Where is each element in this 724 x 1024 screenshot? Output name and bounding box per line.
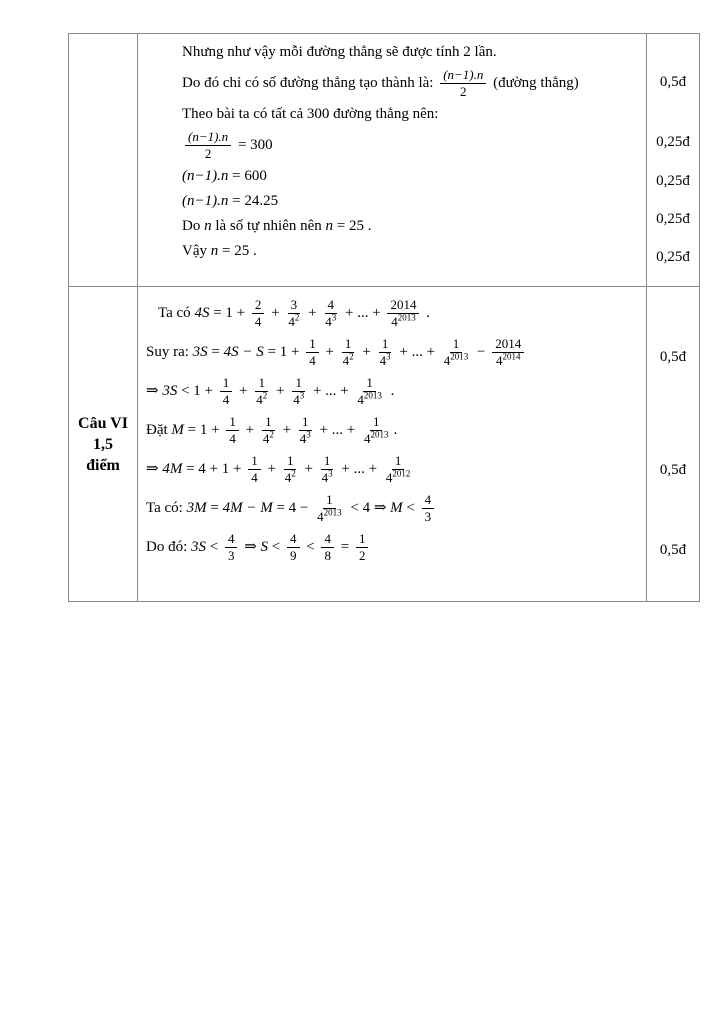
- fraction-denominator: [283, 470, 298, 487]
- solution-line: [146, 334, 642, 370]
- fraction: [287, 531, 300, 565]
- text-run: Nhưng như vậy mỗi đường thẳng sẽ được tính 2 lần.: [182, 44, 497, 60]
- power-exponent: 3: [331, 312, 337, 323]
- math-variable-run: (n−1).n: [182, 193, 229, 209]
- power-base: 4: [321, 470, 329, 486]
- solution-line: [182, 127, 642, 163]
- text-run: 1: [381, 335, 389, 351]
- text-run: <: [206, 539, 222, 555]
- fraction: [341, 336, 356, 370]
- text-run: 4: [254, 314, 262, 330]
- power-expression: [380, 353, 391, 368]
- solution-line: [146, 295, 642, 331]
- text-run: +: [241, 422, 258, 438]
- fraction-numerator: [342, 336, 355, 353]
- text-run: .: [393, 422, 398, 438]
- fraction-denominator: [261, 431, 276, 448]
- power-expression: [288, 314, 299, 329]
- fraction-denominator: [320, 470, 335, 487]
- solution-line: [182, 214, 642, 238]
- text-run: <: [402, 500, 419, 516]
- text-run: Ta có:: [146, 500, 187, 516]
- solution-line: [146, 529, 642, 565]
- fraction-denominator: [254, 392, 269, 409]
- fraction-numerator: [422, 492, 435, 509]
- points-value: 0,5đ: [659, 462, 687, 478]
- text-run: Đặt: [146, 422, 172, 438]
- power-exponent: 2013: [370, 429, 389, 440]
- fraction-numerator: [248, 453, 261, 470]
- power-expression: [391, 314, 416, 329]
- math-variable-run: n: [325, 218, 334, 234]
- fraction-numerator: [299, 414, 312, 431]
- text-run: 2: [204, 146, 212, 162]
- text-run: +: [321, 344, 338, 360]
- fraction-numerator: [287, 531, 300, 548]
- text-run: 1: [366, 374, 373, 390]
- text-run: .: [422, 305, 430, 321]
- text-run: 2: [254, 296, 262, 312]
- fraction-numerator: [292, 375, 305, 392]
- text-run: Do đó chỉ có số đường thẳng tạo thành là:: [182, 75, 438, 91]
- points-value: 0,25đ: [656, 249, 690, 265]
- text-run: = 25 .: [333, 218, 372, 234]
- fraction-denominator: [203, 146, 214, 162]
- fraction: [185, 129, 231, 163]
- text-run: 4: [324, 530, 331, 546]
- power-expression: [343, 353, 354, 368]
- points-value: 0,5đ: [659, 542, 687, 558]
- fraction: [362, 414, 391, 448]
- power-expression: [263, 431, 274, 446]
- solution-line: [182, 189, 642, 213]
- solution-line: [182, 102, 642, 126]
- math-variable-run: n: [210, 243, 219, 259]
- power-base: 4: [299, 431, 307, 447]
- text-run: = 4 −: [272, 500, 313, 516]
- fraction: [315, 492, 344, 526]
- power-expression: [322, 470, 333, 485]
- math-variable-run: (n−1).n: [443, 66, 484, 82]
- text-run: = 600: [228, 168, 267, 184]
- solution-line: [146, 490, 642, 526]
- text-run: = 1 +: [209, 305, 249, 321]
- power-base: 4: [342, 353, 350, 369]
- text-run: 1: [358, 530, 366, 546]
- text-run: 2014: [495, 335, 522, 351]
- fraction-numerator: [255, 375, 268, 392]
- fraction-numerator: [225, 531, 238, 548]
- text-run: 4: [251, 470, 258, 486]
- power-expression: [317, 509, 342, 524]
- text-run: 9: [290, 548, 297, 564]
- power-base: 4: [363, 431, 371, 447]
- power-exponent: 3: [299, 390, 305, 401]
- text-run: 1: [251, 452, 258, 468]
- fraction: [306, 336, 319, 370]
- math-variable-run: 3M: [186, 500, 207, 516]
- text-run: = 1 +: [263, 344, 304, 360]
- fraction: [356, 531, 369, 565]
- question-points-unit: điểm: [86, 456, 120, 474]
- text-run: 4: [229, 431, 236, 447]
- math-variable-run: M: [171, 422, 184, 438]
- points-value: 0,5đ: [659, 74, 687, 90]
- power-base: 4: [357, 392, 364, 408]
- power-expression: [256, 392, 267, 407]
- power-exponent: 2: [269, 429, 274, 440]
- fraction: [355, 375, 384, 409]
- fraction-denominator: [288, 548, 299, 564]
- fraction-numerator: [185, 129, 231, 146]
- text-run: + ... +: [337, 461, 381, 477]
- text-run: là số tự nhiên nên: [211, 218, 326, 234]
- points-value: 0,5đ: [659, 349, 687, 365]
- text-run: Ta có: [158, 305, 195, 321]
- math-variable-run: 4M: [162, 461, 183, 477]
- fraction-denominator: [458, 84, 469, 100]
- power-expression: [293, 392, 304, 407]
- fraction-numerator: [323, 492, 336, 509]
- text-run: Do đó:: [146, 539, 191, 555]
- text-run: = 300: [234, 137, 273, 153]
- text-run: 2014: [390, 296, 417, 312]
- fraction-numerator: [220, 375, 233, 392]
- question-label-cell: [69, 287, 138, 601]
- math-variable-run: 3S: [191, 539, 206, 555]
- fraction: [320, 453, 335, 487]
- fraction-numerator: [440, 67, 486, 84]
- power-expression: [285, 470, 296, 485]
- text-run: 1: [372, 413, 380, 429]
- math-variable-run: 4S: [194, 305, 210, 321]
- fraction: [225, 531, 238, 565]
- power-base: 4: [262, 431, 270, 447]
- fraction: [492, 336, 524, 370]
- power-exponent: 2013: [397, 312, 416, 323]
- power-exponent: 2012: [392, 468, 411, 479]
- grading-rubric-table: [68, 33, 700, 602]
- text-run: ⇒: [240, 539, 261, 555]
- math-variable-run: 3S: [162, 383, 178, 399]
- text-run: +: [358, 344, 375, 360]
- question-points-total: 1,5: [92, 435, 113, 453]
- text-run: +: [263, 461, 280, 477]
- question-label: [78, 413, 128, 476]
- fraction-denominator: [355, 392, 384, 409]
- solution-line: [182, 239, 642, 263]
- text-run: <: [302, 539, 319, 555]
- fraction-denominator: [322, 548, 333, 564]
- power-expression: [325, 314, 336, 329]
- text-run: +: [235, 383, 252, 399]
- text-run: 8: [324, 548, 331, 564]
- solution-line: [182, 40, 642, 64]
- solution-line: [146, 451, 642, 487]
- fraction: [298, 414, 313, 448]
- power-base: 4: [317, 509, 324, 525]
- fraction-numerator: [363, 375, 376, 392]
- fraction: [261, 414, 276, 448]
- fraction-numerator: [450, 336, 463, 353]
- text-run: 4: [290, 530, 297, 546]
- text-run: + ... +: [315, 422, 359, 438]
- fraction-numerator: [392, 453, 405, 470]
- power-base: 4: [288, 314, 295, 330]
- fraction: [378, 336, 393, 370]
- text-run: =: [336, 539, 353, 555]
- text-run: 1: [286, 452, 294, 468]
- power-base: 4: [284, 470, 292, 486]
- text-run: .: [386, 383, 395, 399]
- fraction-numerator: [262, 414, 275, 431]
- fraction-denominator: [442, 353, 471, 370]
- text-run: = 25 .: [218, 243, 257, 259]
- math-variable-run: n: [204, 218, 212, 234]
- fraction-numerator: [325, 297, 338, 314]
- fraction: [248, 453, 261, 487]
- fraction-denominator: [298, 431, 313, 448]
- fraction: [422, 492, 435, 526]
- fraction-denominator: [494, 353, 523, 370]
- power-expression: [386, 470, 411, 485]
- fraction: [321, 531, 334, 565]
- fraction: [283, 453, 298, 487]
- text-run: 1: [452, 335, 460, 351]
- power-exponent: 2: [291, 468, 296, 479]
- text-run: < 4 ⇒: [346, 500, 391, 516]
- fraction-denominator: [221, 392, 232, 408]
- fraction: [291, 375, 306, 409]
- power-expression: [357, 392, 382, 407]
- fraction-denominator: [341, 353, 356, 370]
- text-run: = 4 + 1 +: [182, 461, 246, 477]
- power-base: 4: [443, 353, 451, 369]
- power-base: 4: [391, 314, 398, 330]
- power-exponent: 2: [262, 390, 268, 401]
- points-value: 0,25đ: [656, 173, 690, 189]
- fraction: [442, 336, 471, 370]
- text-run: 1: [326, 491, 333, 507]
- fraction: [440, 67, 486, 101]
- fraction-denominator: [291, 392, 306, 409]
- fraction-denominator: [307, 353, 318, 369]
- math-variable-run: 3S: [192, 344, 208, 360]
- points-column-cell: [647, 34, 699, 286]
- power-expression: [496, 353, 521, 368]
- math-variable-run: 4M − M: [222, 500, 273, 516]
- text-run: ⇒: [146, 461, 163, 477]
- power-expression: [444, 353, 469, 368]
- power-base: 4: [385, 470, 393, 486]
- text-run: Vậy: [182, 243, 211, 259]
- fraction-numerator: [284, 453, 297, 470]
- fraction-numerator: [288, 297, 301, 314]
- text-run: 1: [394, 452, 402, 468]
- text-run: 1: [309, 335, 316, 351]
- fraction-numerator: [252, 297, 265, 314]
- fraction-denominator: [286, 314, 301, 331]
- power-exponent: 2013: [323, 507, 342, 518]
- text-run: +: [304, 305, 321, 321]
- text-run: 4: [227, 530, 235, 546]
- fraction-denominator: [315, 509, 344, 526]
- fraction: [226, 414, 239, 448]
- text-run: +: [300, 461, 317, 477]
- fraction-numerator: [321, 531, 334, 548]
- text-run: ⇒: [146, 383, 163, 399]
- power-exponent: 3: [386, 351, 391, 362]
- text-run: 1: [258, 374, 265, 390]
- power-exponent: 3: [306, 429, 311, 440]
- fraction-denominator: [357, 548, 368, 564]
- fraction-numerator: [226, 414, 239, 431]
- math-variable-run: M: [390, 500, 403, 516]
- fraction-numerator: [492, 336, 524, 353]
- text-run: 2: [460, 84, 467, 100]
- power-base: 4: [496, 353, 503, 369]
- fraction-numerator: [306, 336, 319, 353]
- text-run: +: [272, 383, 289, 399]
- fraction-numerator: [321, 453, 334, 470]
- text-run: +: [267, 305, 284, 321]
- fraction-numerator: [387, 297, 419, 314]
- power-exponent: 2: [294, 312, 300, 323]
- fraction: [220, 375, 233, 409]
- text-run: −: [473, 344, 490, 360]
- power-base: 4: [293, 392, 300, 408]
- solution-line: [182, 164, 642, 188]
- points-value: 0,25đ: [656, 211, 690, 227]
- fraction-denominator: [323, 314, 338, 331]
- text-run: 1: [295, 374, 302, 390]
- text-run: 1: [302, 413, 309, 429]
- text-run: = 24.25: [228, 193, 279, 209]
- solution-line: [146, 373, 642, 409]
- fraction: [252, 297, 265, 331]
- text-run: 2: [358, 548, 366, 564]
- text-run: + ... +: [341, 305, 385, 321]
- text-run: < 1 +: [177, 383, 217, 399]
- text-run: = 1 +: [183, 422, 224, 438]
- question-label-cell: [69, 34, 138, 286]
- text-run: 1: [229, 413, 236, 429]
- text-run: =: [206, 500, 223, 516]
- fraction-numerator: [370, 414, 383, 431]
- text-run: Do: [182, 218, 205, 234]
- text-run: +: [278, 422, 295, 438]
- text-run: 4: [327, 296, 335, 312]
- fraction-denominator: [384, 470, 413, 487]
- question-number: Câu VI: [78, 414, 128, 432]
- text-run: 4: [424, 491, 432, 507]
- fraction-denominator: [227, 431, 238, 447]
- math-variable-run: (n−1).n: [182, 168, 229, 184]
- text-run: 4: [309, 353, 316, 369]
- fraction-denominator: [423, 509, 434, 525]
- text-run: <: [268, 539, 285, 555]
- power-exponent: 3: [328, 468, 333, 479]
- text-run: 1: [265, 413, 272, 429]
- power-expression: [300, 431, 311, 446]
- power-exponent: 2: [349, 351, 354, 362]
- solution-content-cell: [138, 34, 647, 286]
- power-exponent: 2013: [363, 390, 382, 401]
- power-expression: [364, 431, 389, 446]
- table-row-question-5: [69, 34, 699, 287]
- table-row-question-6: [69, 287, 699, 601]
- power-base: 4: [325, 314, 332, 330]
- solution-content-cell: [138, 287, 647, 601]
- solution-line: [182, 65, 642, 101]
- power-exponent: 2014: [502, 351, 521, 362]
- math-variable-run: S: [260, 539, 269, 555]
- points-column-cell: [647, 287, 699, 601]
- fraction-denominator: [362, 431, 391, 448]
- text-run: 1: [323, 452, 331, 468]
- power-exponent: 2013: [450, 351, 469, 362]
- text-run: 3: [227, 548, 235, 564]
- math-variable-run: 4S − S: [223, 344, 264, 360]
- points-value: 0,25đ: [656, 134, 690, 150]
- fraction: [323, 297, 338, 331]
- text-run: =: [207, 344, 224, 360]
- text-run: Suy ra:: [146, 344, 193, 360]
- text-run: 3: [424, 509, 432, 525]
- fraction: [384, 453, 413, 487]
- fraction-denominator: [253, 314, 264, 330]
- math-variable-run: (n−1).n: [188, 128, 229, 144]
- fraction-numerator: [356, 531, 369, 548]
- fraction-denominator: [226, 548, 237, 564]
- fraction-denominator: [378, 353, 393, 370]
- fraction-denominator: [249, 470, 260, 486]
- power-base: 4: [379, 353, 387, 369]
- text-run: (đường thẳng): [489, 75, 579, 91]
- solution-line: [146, 412, 642, 448]
- fraction-numerator: [379, 336, 392, 353]
- fraction-denominator: [389, 314, 418, 331]
- text-run: 3: [290, 296, 298, 312]
- fraction: [254, 375, 269, 409]
- fraction: [387, 297, 419, 331]
- text-run: 4: [222, 392, 230, 408]
- text-run: 1: [222, 374, 230, 390]
- text-run: 1: [344, 335, 352, 351]
- text-run: Theo bài ta có tất cả 300 đường thẳng nên:: [182, 106, 439, 122]
- fraction: [286, 297, 301, 331]
- text-run: + ... +: [309, 383, 353, 399]
- text-run: + ... +: [395, 344, 439, 360]
- power-base: 4: [256, 392, 263, 408]
